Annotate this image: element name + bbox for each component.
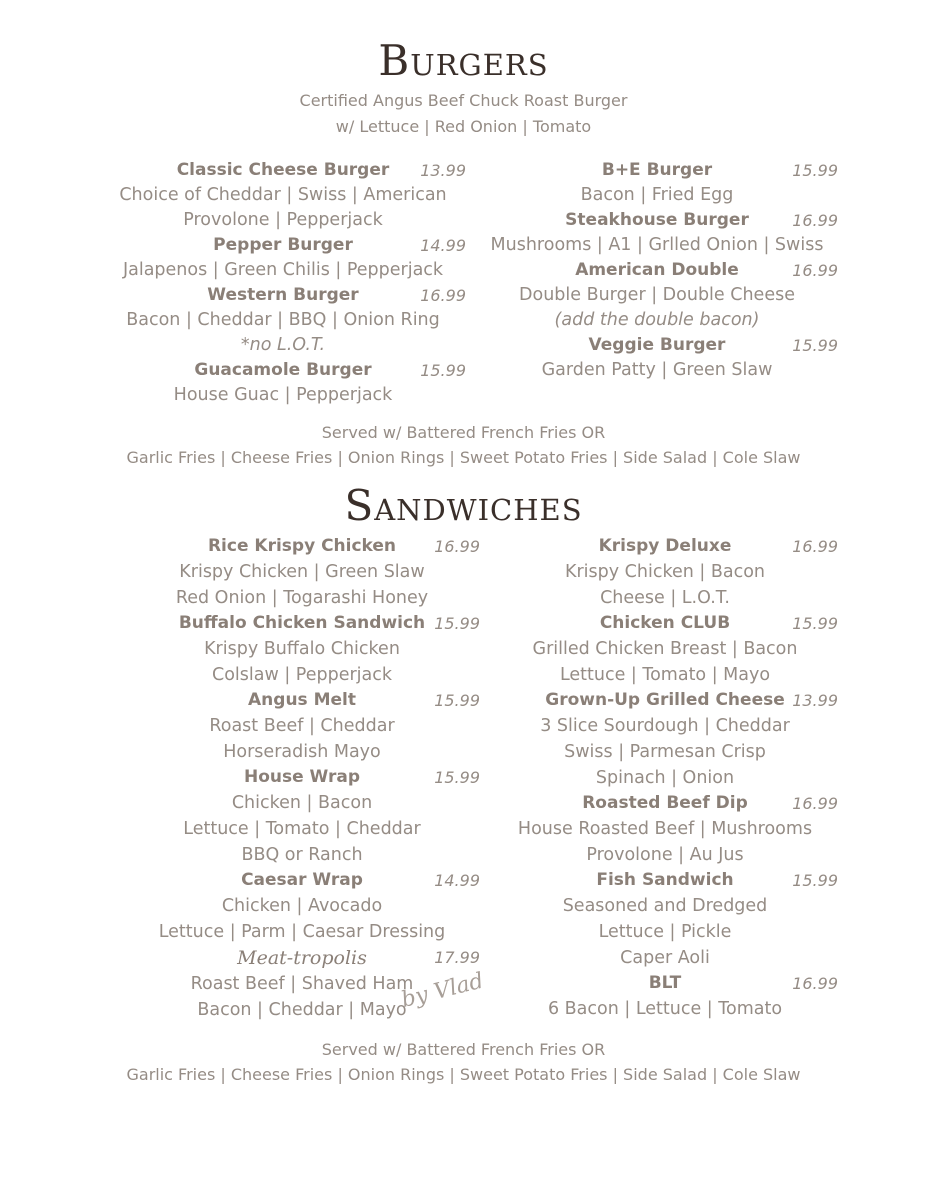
item-name: Chicken CLUB	[599, 613, 731, 633]
menu-item-roasted-beef-dip	[492, 791, 838, 868]
item-description: Spinach | Onion	[595, 768, 735, 788]
menu-item-grown-up-grilled-cheese	[492, 688, 838, 791]
item-name: Fish Sandwich	[596, 870, 734, 890]
item-description: House Roasted Beef | Mushrooms	[517, 819, 813, 839]
item-price: 15.99	[792, 871, 838, 890]
item-description: Krispy Chicken | Bacon	[564, 562, 765, 582]
sandwiches-served-line1: Served w/ Battered French Fries OR	[321, 1040, 606, 1059]
item-description: Horseradish Mayo	[223, 742, 381, 762]
burgers-subtitle-line1: Certified Angus Beef Chuck Roast Burger	[299, 91, 628, 110]
item-description: Lettuce | Pickle	[598, 922, 732, 942]
item-price: 15.99	[792, 614, 838, 633]
menu-item-krispy-deluxe	[492, 534, 838, 611]
item-name: BLT	[648, 973, 682, 993]
menu-item-b-e-burger	[476, 158, 838, 208]
item-description: Double Burger | Double Cheese	[519, 285, 795, 305]
item-description: Provolone | Au Jus	[586, 845, 744, 865]
item-name: Roasted Beef Dip	[582, 793, 748, 813]
item-description: Cheese | L.O.T.	[600, 588, 730, 608]
item-name: House Wrap	[243, 767, 361, 787]
item-description: 3 Slice Sourdough | Cheddar	[540, 716, 790, 736]
menu-item-blt	[492, 971, 838, 1022]
item-description: Lettuce | Tomato | Cheddar	[183, 819, 421, 839]
item-price: 15.99	[434, 768, 480, 787]
item-price: 15.99	[792, 161, 838, 180]
sandwiches-right-column	[492, 534, 838, 1022]
item-name: Rice Krispy Chicken	[207, 536, 397, 556]
menu-item-buffalo-chicken-sandwich	[124, 611, 480, 688]
menu-item-house-wrap	[124, 765, 480, 868]
item-description: Choice of Cheddar | Swiss | American	[119, 185, 447, 205]
item-price: 16.99	[434, 537, 480, 556]
burgers-subtitle-line2: w/ Lettuce | Red Onion | Tomato	[335, 117, 592, 136]
item-price: 14.99	[420, 236, 466, 255]
item-name: Guacamole Burger	[194, 360, 372, 380]
item-description: Mushrooms | A1 | Grlled Onion | Swiss	[490, 235, 824, 255]
item-description: BBQ or Ranch	[241, 845, 363, 865]
item-description: Bacon | Fried Egg	[580, 185, 734, 205]
item-price: 15.99	[792, 336, 838, 355]
item-description: Red Onion | Togarashi Honey	[175, 588, 429, 608]
menu-item-steakhouse-burger	[476, 208, 838, 258]
item-price: 14.99	[434, 871, 480, 890]
burgers-left-column	[100, 158, 466, 408]
item-name: Western Burger	[207, 285, 359, 305]
burgers-served-line1: Served w/ Battered French Fries OR	[321, 423, 606, 442]
burgers-right-column	[476, 158, 838, 383]
item-description: Provolone | Pepperjack	[183, 210, 383, 230]
item-name: Caesar Wrap	[241, 870, 363, 890]
item-name: Angus Melt	[248, 690, 356, 710]
menu-item-guacamole-burger	[100, 358, 466, 408]
sandwiches-title: Sandwiches	[344, 481, 583, 530]
item-price: 15.99	[434, 614, 480, 633]
item-price: 16.99	[420, 286, 466, 305]
item-description: House Guac | Pepperjack	[173, 385, 393, 405]
item-description: Swiss | Parmesan Crisp	[564, 742, 766, 762]
menu-item-angus-melt	[124, 688, 480, 765]
item-price: 15.99	[420, 361, 466, 380]
item-description: Krispy Chicken | Green Slaw	[179, 562, 425, 582]
item-name: Steakhouse Burger	[565, 210, 749, 230]
item-description: Jalapenos | Green Chilis | Pepperjack	[122, 260, 444, 280]
item-price: 13.99	[420, 161, 466, 180]
menu-item-fish-sandwich	[492, 868, 838, 971]
item-name: Classic Cheese Burger	[176, 160, 390, 180]
item-description: 6 Bacon | Lettuce | Tomato	[547, 999, 783, 1019]
item-description: Chicken | Avocado	[221, 896, 383, 916]
item-note: *no L.O.T.	[240, 335, 326, 355]
sandwiches-left-column	[124, 534, 480, 1023]
item-description: Caper Aoli	[620, 948, 710, 968]
item-name: Pepper Burger	[213, 235, 353, 255]
burgers-title: Burgers	[378, 36, 549, 85]
signature: by Vlad	[398, 968, 487, 1013]
item-name: Krispy Deluxe	[598, 536, 732, 556]
item-description: Krispy Buffalo Chicken	[204, 639, 400, 659]
menu-item-western-burger	[100, 283, 466, 358]
item-price: 15.99	[434, 691, 480, 710]
menu-item-rice-krispy-chicken	[124, 534, 480, 611]
item-description: Roast Beef | Shaved Ham	[190, 974, 414, 994]
item-price: 16.99	[792, 261, 838, 280]
burgers-served-line2: Garlic Fries | Cheese Fries | Onion Rings | Sweet Potato Fries | Side Salad | Cole Slaw	[126, 448, 801, 467]
item-description: Roast Beef | Cheddar	[209, 716, 395, 736]
item-description: Lettuce | Tomato | Mayo	[559, 665, 771, 685]
item-price: 16.99	[792, 211, 838, 230]
item-price: 13.99	[792, 691, 838, 710]
sandwiches-served-line2: Garlic Fries | Cheese Fries | Onion Rings | Sweet Potato Fries | Side Salad | Cole Slaw	[126, 1065, 801, 1084]
item-price: 16.99	[792, 974, 838, 993]
menu-item-pepper-burger	[100, 233, 466, 283]
item-name: Meat-tropolis	[237, 947, 367, 969]
item-name: American Double	[575, 260, 739, 280]
item-name: Grown-Up Grilled Cheese	[545, 690, 785, 710]
item-note: (add the double bacon)	[554, 310, 760, 330]
menu-item-veggie-burger	[476, 333, 838, 383]
item-name: Buffalo Chicken Sandwich	[178, 613, 426, 633]
item-description: Grilled Chicken Breast | Bacon	[532, 639, 798, 659]
item-description: Bacon | Cheddar | BBQ | Onion Ring	[126, 310, 440, 330]
item-description: Bacon | Cheddar | Mayo	[197, 1000, 407, 1020]
item-description: Seasoned and Dredged	[562, 896, 768, 916]
item-price: 16.99	[792, 794, 838, 813]
item-name: B+E Burger	[601, 160, 713, 180]
item-price: 17.99	[434, 948, 480, 967]
item-description: Chicken | Bacon	[231, 793, 373, 813]
menu-item-american-double	[476, 258, 838, 333]
menu-item-chicken-club	[492, 611, 838, 688]
item-description: Colslaw | Pepperjack	[211, 665, 393, 685]
menu-item-classic-cheese-burger	[100, 158, 466, 233]
item-price: 16.99	[792, 537, 838, 556]
menu-item-caesar-wrap	[124, 868, 480, 945]
item-description: Garden Patty | Green Slaw	[541, 360, 773, 380]
item-description: Lettuce | Parm | Caesar Dressing	[158, 922, 446, 942]
item-name: Veggie Burger	[588, 335, 726, 355]
